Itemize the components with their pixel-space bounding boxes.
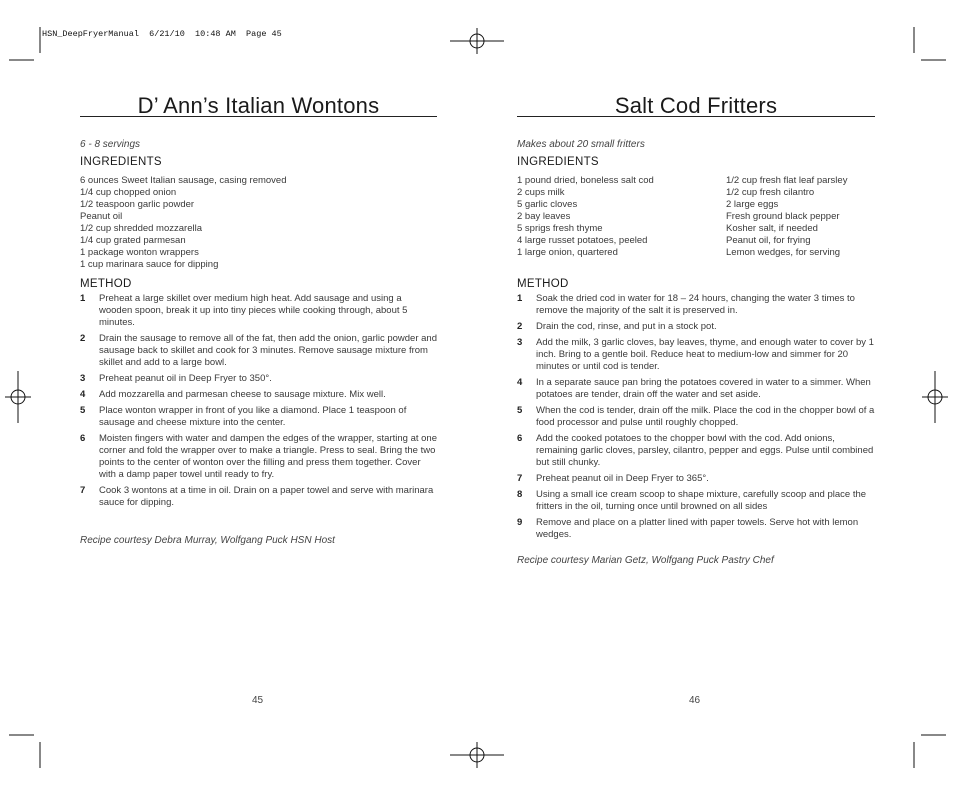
- method-step: [517, 517, 875, 541]
- recipe-title: Salt Cod Fritters: [614, 93, 778, 118]
- ingredient-item: Peanut oil, for frying: [726, 235, 811, 246]
- page-number: 45: [252, 695, 264, 706]
- registration-mark-right: [922, 371, 948, 423]
- ingredients-list: [80, 175, 287, 271]
- ingredient-item: Fresh ground black pepper: [726, 211, 840, 222]
- step-text: Add the milk, 3 garlic cloves, bay leaves, thyme, and enough water to cover by 1 inch. Bring to a gentle boil. Reduce heat to medium-low and simmer for 20 minutes or until cod is tender.: [536, 337, 874, 372]
- step-number: 6: [80, 433, 86, 444]
- step-text: Drain the cod, rinse, and put in a stock pot.: [536, 321, 717, 332]
- ingredient-item: 5 sprigs fresh thyme: [517, 223, 603, 234]
- ingredient-item: Lemon wedges, for serving: [726, 247, 841, 258]
- step-text: When the cod is tender, drain off the milk. Place the cod in the chopper bowl of a food processor and pulse until roughly chopped.: [536, 405, 875, 428]
- step-text: Drain the sausage to remove all of the fat, then add the onion, garlic powder and sausage back to skillet and cook for 3 minutes. Remove sausage mixture from skillet and add to a large bowl.: [99, 333, 437, 368]
- step-text: Moisten fingers with water and dampen the edges of the wrapper, starting at one corner and fold the wrapper over to make a triangle. Press to seal. Bring the two points to the center of wonton over the filling and press them together. Cover with a damp paper towel until ready to fry.: [99, 433, 437, 480]
- ingredient-item: Kosher salt, if needed: [726, 223, 818, 234]
- recipe-courtesy: Recipe courtesy Debra Murray, Wolfgang Puck HSN Host: [80, 535, 335, 546]
- step-number: 2: [80, 333, 86, 344]
- step-number: 4: [517, 377, 523, 388]
- step-number: 5: [517, 405, 523, 416]
- method-step: [80, 433, 437, 481]
- ingredients-heading: INGREDIENTS: [517, 156, 599, 168]
- ingredient-item: Peanut oil: [80, 211, 123, 222]
- step-text: Preheat peanut oil in Deep Fryer to 350°.: [99, 373, 272, 384]
- method-step: [80, 293, 437, 329]
- step-number: 1: [80, 293, 86, 304]
- step-text: In a separate sauce pan bring the potatoes covered in water to a simmer. When potatoes are tender, drain off the water and set aside.: [536, 377, 871, 400]
- ingredient-item: 5 garlic cloves: [517, 199, 578, 210]
- ingredients-list-col2: [726, 175, 847, 259]
- method-step: [80, 485, 437, 509]
- ingredients-heading: INGREDIENTS: [80, 156, 162, 168]
- step-number: 8: [517, 489, 523, 500]
- ingredient-item: 6 ounces Sweet Italian sausage, casing removed: [80, 175, 287, 186]
- page-number: 46: [689, 695, 701, 706]
- step-text: Soak the dried cod in water for 18 – 24 hours, changing the water 3 times to remove the majority of the salt it is preserved in.: [536, 293, 855, 316]
- ingredient-item: 1/2 cup fresh flat leaf parsley: [726, 175, 848, 186]
- recipe-title: D’ Ann’s Italian Wontons: [137, 93, 380, 118]
- step-text: Cook 3 wontons at a time in oil. Drain on a paper towel and serve with marinara sauce for dipping.: [99, 485, 434, 508]
- registration-mark-bottom: [450, 742, 504, 768]
- registration-mark-top: [450, 28, 504, 54]
- registration-mark-left: [5, 371, 31, 423]
- title-rule: [80, 116, 437, 117]
- method-step: [517, 377, 875, 401]
- ingredients-list-col1: [517, 175, 654, 259]
- ingredient-item: 2 cups milk: [517, 187, 565, 198]
- ingredient-item: 1/2 teaspoon garlic powder: [80, 199, 195, 210]
- recipe-courtesy: Recipe courtesy Marian Getz, Wolfgang Puck Pastry Chef: [517, 555, 774, 566]
- ingredient-item: 1/2 cup fresh cilantro: [726, 187, 815, 198]
- step-text: Add the cooked potatoes to the chopper bowl with the cod. Add onions, remaining garlic cloves, parsley, cilantro, pepper and eggs. Pulse until combined but still chunky.: [536, 433, 874, 468]
- method-step: [517, 293, 875, 317]
- servings: 6 - 8 servings: [80, 139, 141, 150]
- step-number: 9: [517, 517, 523, 528]
- step-number: 3: [517, 337, 523, 348]
- step-number: 4: [80, 389, 86, 400]
- method-step: [80, 333, 437, 369]
- ingredient-item: 1 package wonton wrappers: [80, 247, 199, 258]
- ingredient-item: 4 large russet potatoes, peeled: [517, 235, 648, 246]
- ingredient-item: 1/4 cup chopped onion: [80, 187, 177, 198]
- ingredient-item: 2 large eggs: [726, 199, 779, 210]
- step-number: 2: [517, 321, 523, 332]
- step-number: 5: [80, 405, 86, 416]
- ingredient-item: 2 bay leaves: [517, 211, 571, 222]
- method-step: [517, 321, 875, 333]
- method-step: [80, 405, 437, 429]
- method-heading: METHOD: [80, 278, 132, 290]
- step-text: Remove and place on a platter lined with paper towels. Serve hot with lemon wedges.: [536, 517, 859, 540]
- method-step: [517, 405, 875, 429]
- step-text: Preheat peanut oil in Deep Fryer to 365°.: [536, 473, 709, 484]
- method-step: [517, 489, 875, 513]
- method-steps: [517, 293, 875, 541]
- method-heading: METHOD: [517, 278, 569, 290]
- method-steps: [80, 293, 437, 509]
- method-step: [517, 337, 875, 373]
- step-number: 6: [517, 433, 523, 444]
- ingredient-item: 1 large onion, quartered: [517, 247, 618, 258]
- ingredient-item: 1/2 cup shredded mozzarella: [80, 223, 202, 234]
- step-text: Place wonton wrapper in front of you like a diamond. Place 1 teaspoon of sausage and cheese mixture into the center.: [99, 405, 407, 428]
- ingredient-item: 1 cup marinara sauce for dipping: [80, 259, 219, 270]
- method-step: [517, 473, 875, 485]
- print-slug: HSN_DeepFryerManual 6/21/10 10:48 AM Page 45: [42, 29, 282, 39]
- title-rule: [517, 116, 875, 117]
- step-number: 7: [80, 485, 86, 496]
- step-number: 3: [80, 373, 86, 384]
- method-step: [80, 373, 437, 385]
- step-text: Add mozzarella and parmesan cheese to sausage mixture. Mix well.: [99, 389, 386, 400]
- method-step: [517, 433, 875, 469]
- ingredient-item: 1/4 cup grated parmesan: [80, 235, 186, 246]
- step-number: 7: [517, 473, 523, 484]
- method-step: [80, 389, 437, 401]
- step-text: Preheat a large skillet over medium high heat. Add sausage and using a wooden spoon, break it up into tiny pieces while cooking through, about 5 minutes.: [99, 293, 408, 328]
- ingredient-item: 1 pound dried, boneless salt cod: [517, 175, 654, 186]
- servings: Makes about 20 small fritters: [517, 139, 645, 150]
- step-number: 1: [517, 293, 523, 304]
- step-text: Using a small ice cream scoop to shape mixture, carefully scoop and place the fritters in the oil, turning once until browned on all sides: [536, 489, 867, 512]
